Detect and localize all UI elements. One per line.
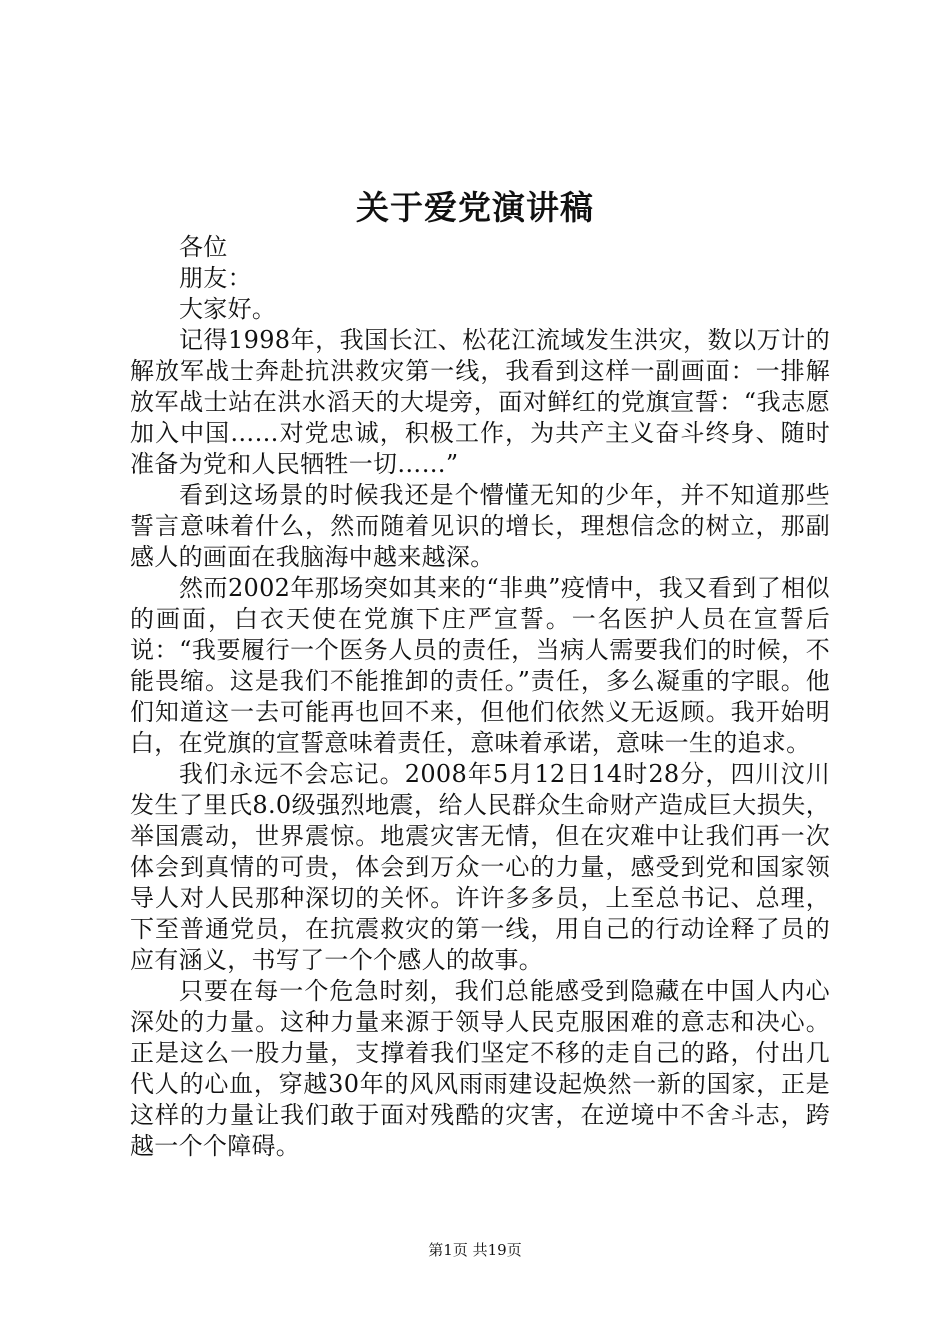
page-number-footer: 第1页 共19页 bbox=[428, 1241, 522, 1259]
paragraph: 我们永远不会忘记。2008年5月12日14时28分，四川汶川发生了里氏8.0级强烈地震，给人民群众生命财产造成巨大损失，举国震动，世界震惊。地震灾害无情，但在灾难中让我们再一次体会到真情的可贵，体会到万众一心的力量，感受到党和国家领导人对人民那种深切的关怀。许许多多员，上至总书记、总理，下至普通党员，在抗震救灾的第一线，用自己的行动诠释了员的应有涵义，书写了一个个感人的故事。 bbox=[130, 760, 830, 974]
greeting-line: 大家好。 bbox=[179, 295, 277, 323]
paragraph: 只要在每一个危急时刻，我们总能感受到隐藏在中国人内心深处的力量。这种力量来源于领导人民克服困难的意志和决心。正是这么一股力量，支撑着我们坚定不移的走自己的路，付出几代人的心血，穿越30年的风风雨雨建设起焕然一新的国家，正是这样的力量让我们敢于面对残酷的灾害，在逆境中不舍斗志，跨越一个个障碍。 bbox=[130, 977, 830, 1160]
salutation-line-2: 朋友： bbox=[179, 264, 252, 292]
salutation-line-1: 各位 bbox=[179, 233, 228, 261]
paragraph: 记得1998年，我国长江、松花江流域发生洪灾，数以万计的解放军战士奔赴抗洪救灾第一线，我看到这样一副画面：一排解放军战士站在洪水滔天的大堤旁，面对鲜红的党旗宣誓：“我志愿加入中国……对党忠诚，积极工作，为共产主义奋斗终身、随时准备为党和人民牺牲一切……” bbox=[130, 326, 830, 478]
paragraph: 然而2002年那场突如其来的“非典”疫情中，我又看到了相似的画面，白衣天使在党旗下庄严宣誓。一名医护人员在宣誓后说：“我要履行一个医务人员的责任，当病人需要我们的时候，不能畏缩。这是我们不能推卸的责任。”责任，多么凝重的字眼。他们知道这一去可能再也回不来，但他们依然义无返顾。我开始明白，在党旗的宣誓意味着责任，意味着承诺，意味一生的追求。 bbox=[130, 574, 830, 757]
paragraph: 看到这场景的时候我还是个懵懂无知的少年，并不知道那些誓言意味着什么，然而随着见识的增长，理想信念的树立，那副感人的画面在我脑海中越来越深。 bbox=[130, 481, 830, 571]
document-title: 关于爱党演讲稿 bbox=[356, 188, 594, 227]
document-body bbox=[130, 232, 830, 1162]
